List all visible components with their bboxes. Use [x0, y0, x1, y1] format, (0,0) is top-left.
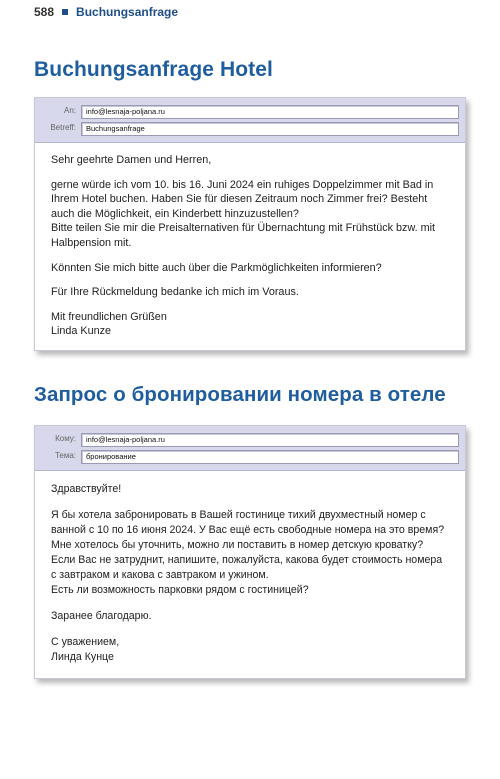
body-text: Я бы хотела забронировать в Вашей гостинице тихий двухместный номер с ванной с 10 по 16 июня 2024. У Вас ещё есть свободные номера на это время? Мне хотелось бы уточнить, можно ли поставить в номер детскую кроватку? Если Вас не затруднит, напишите, пожалуйста, какова будет стоимость номера с завтраком и какова с завтраком и ужином. [51, 509, 445, 581]
email-header [35, 426, 465, 471]
body-text: Есть ли возможность парковки рядом с гостиницей? [51, 584, 309, 596]
to-label: An: [63, 106, 76, 115]
subject-label: Тема: [54, 451, 76, 460]
email-header [35, 98, 465, 143]
signature: Линда Кунце [51, 651, 114, 663]
greeting: Здравствуйте! [51, 483, 122, 495]
body-text: gerne würde ich vom 10. bis 16. Juni 2024 ein ruhiges Doppelzimmer mit Bad in Ihrem Hotel buchen. Haben Sie für diesen Zeitraum noch Zimmer frei? Besteht auch die Möglichkeit, ein Kinderbett hinzuzustellen? [51, 178, 434, 220]
greeting: Sehr geehrte Damen und Herren, [51, 154, 212, 166]
email-body [35, 471, 465, 665]
body-paragraph: Könnten Sie mich bitte auch über die Parkmöglichkeiten informieren? [51, 261, 382, 274]
to-row [35, 105, 465, 119]
to-field[interactable]: info@lesnaja-poljana.ru [81, 105, 459, 119]
subject-field[interactable]: Buchungsanfrage [81, 122, 459, 136]
body-paragraph: Заранее благодарю. [51, 610, 152, 622]
german-section-title: Buchungsanfrage Hotel [34, 58, 273, 81]
subject-label: Betreff: [50, 123, 76, 132]
body-paragraph: Für Ihre Rückmeldung bedanke ich mich im Voraus. [51, 286, 299, 299]
body-paragraph [51, 508, 449, 598]
separator-square-icon [62, 9, 68, 15]
body-text: Bitte teilen Sie mir die Preisalternativen für Übernachtung mit Frühstück bzw. mit Halbpension mit. [51, 222, 436, 249]
section-name: Buchungsanfrage [76, 5, 179, 19]
to-row [35, 433, 465, 447]
closing: Mit freundlichen Grüßen [51, 310, 167, 323]
page-number: 588 [34, 5, 55, 19]
to-label: Кому: [55, 434, 76, 443]
to-field[interactable]: info@lesnaja-poljana.ru [81, 433, 459, 447]
page-header [34, 5, 178, 19]
german-email-window [34, 97, 466, 351]
closing: С уважением, [51, 636, 120, 648]
sign-off [51, 635, 449, 665]
russian-section-title: Запрос о бронировании номера в отеле [34, 383, 446, 406]
email-body [35, 143, 465, 339]
subject-field[interactable]: бронирование [81, 450, 459, 464]
subject-row [35, 450, 465, 464]
signature: Linda Kunze [51, 325, 112, 338]
body-paragraph [51, 178, 449, 251]
sign-off [51, 310, 449, 339]
subject-row [35, 122, 465, 136]
russian-email-window [34, 425, 466, 679]
